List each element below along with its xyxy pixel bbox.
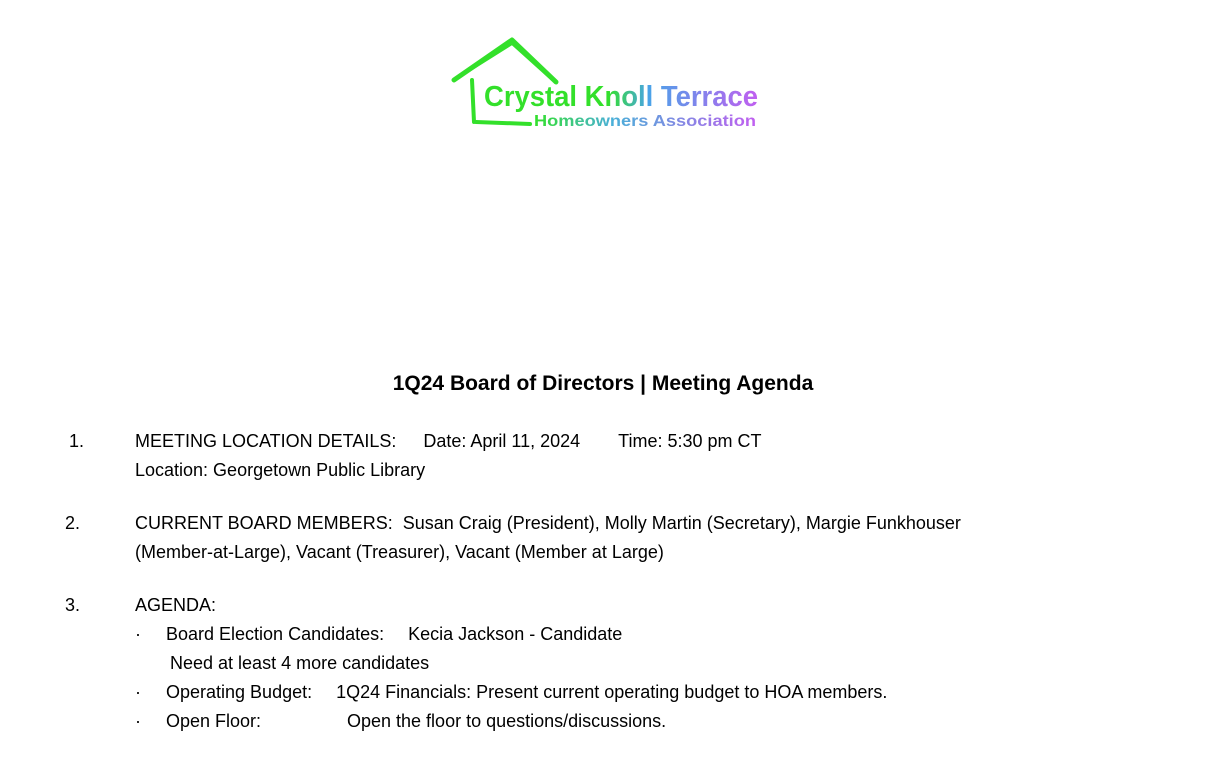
list-item [135,678,887,707]
bullet: · [135,624,141,644]
logo-name: Crystal Knoll Terrace [484,81,764,113]
bullet-text: Open the floor to questions/discussions. [347,711,667,731]
hoa-logo [448,34,768,134]
list-item [135,620,622,649]
logo-subtitle: Homeowners Association [534,113,756,130]
meeting-time: Time: 5:30 pm CT [618,431,762,451]
item-number: 1. [68,431,84,451]
board-members-line1: CURRENT BOARD MEMBERS: Susan Craig (President), Molly Martin (Secretary), Margie Funkhouser [135,513,961,533]
house-roof-icon [448,34,768,134]
agenda-heading: AGENDA: [135,595,217,615]
bullet: · [135,682,141,702]
bullet-label: Board Election Candidates: [166,624,385,644]
bullet-label: Open Floor: [166,711,262,731]
page-title: 1Q24 Board of Directors | Meeting Agenda [392,372,814,395]
location-heading: MEETING LOCATION DETAILS: [135,431,397,451]
bullet: · [135,711,141,731]
item-number: 2. [64,513,80,533]
item-number: 3. [64,595,80,615]
meeting-date: Date: April 11, 2024 [423,431,581,451]
bullet-subtext: Need at least 4 more candidates [170,653,430,673]
bullet-text: 1Q24 Financials: Present current operating budget to HOA members. [336,682,888,702]
bullet-text: Kecia Jackson - Candidate [408,624,623,644]
list-item [135,707,666,736]
board-members-line2: (Member-at-Large), Vacant (Treasurer), Vacant (Member at Large) [135,542,664,562]
bullet-label: Operating Budget: [166,682,313,702]
meeting-location: Location: Georgetown Public Library [135,460,426,480]
